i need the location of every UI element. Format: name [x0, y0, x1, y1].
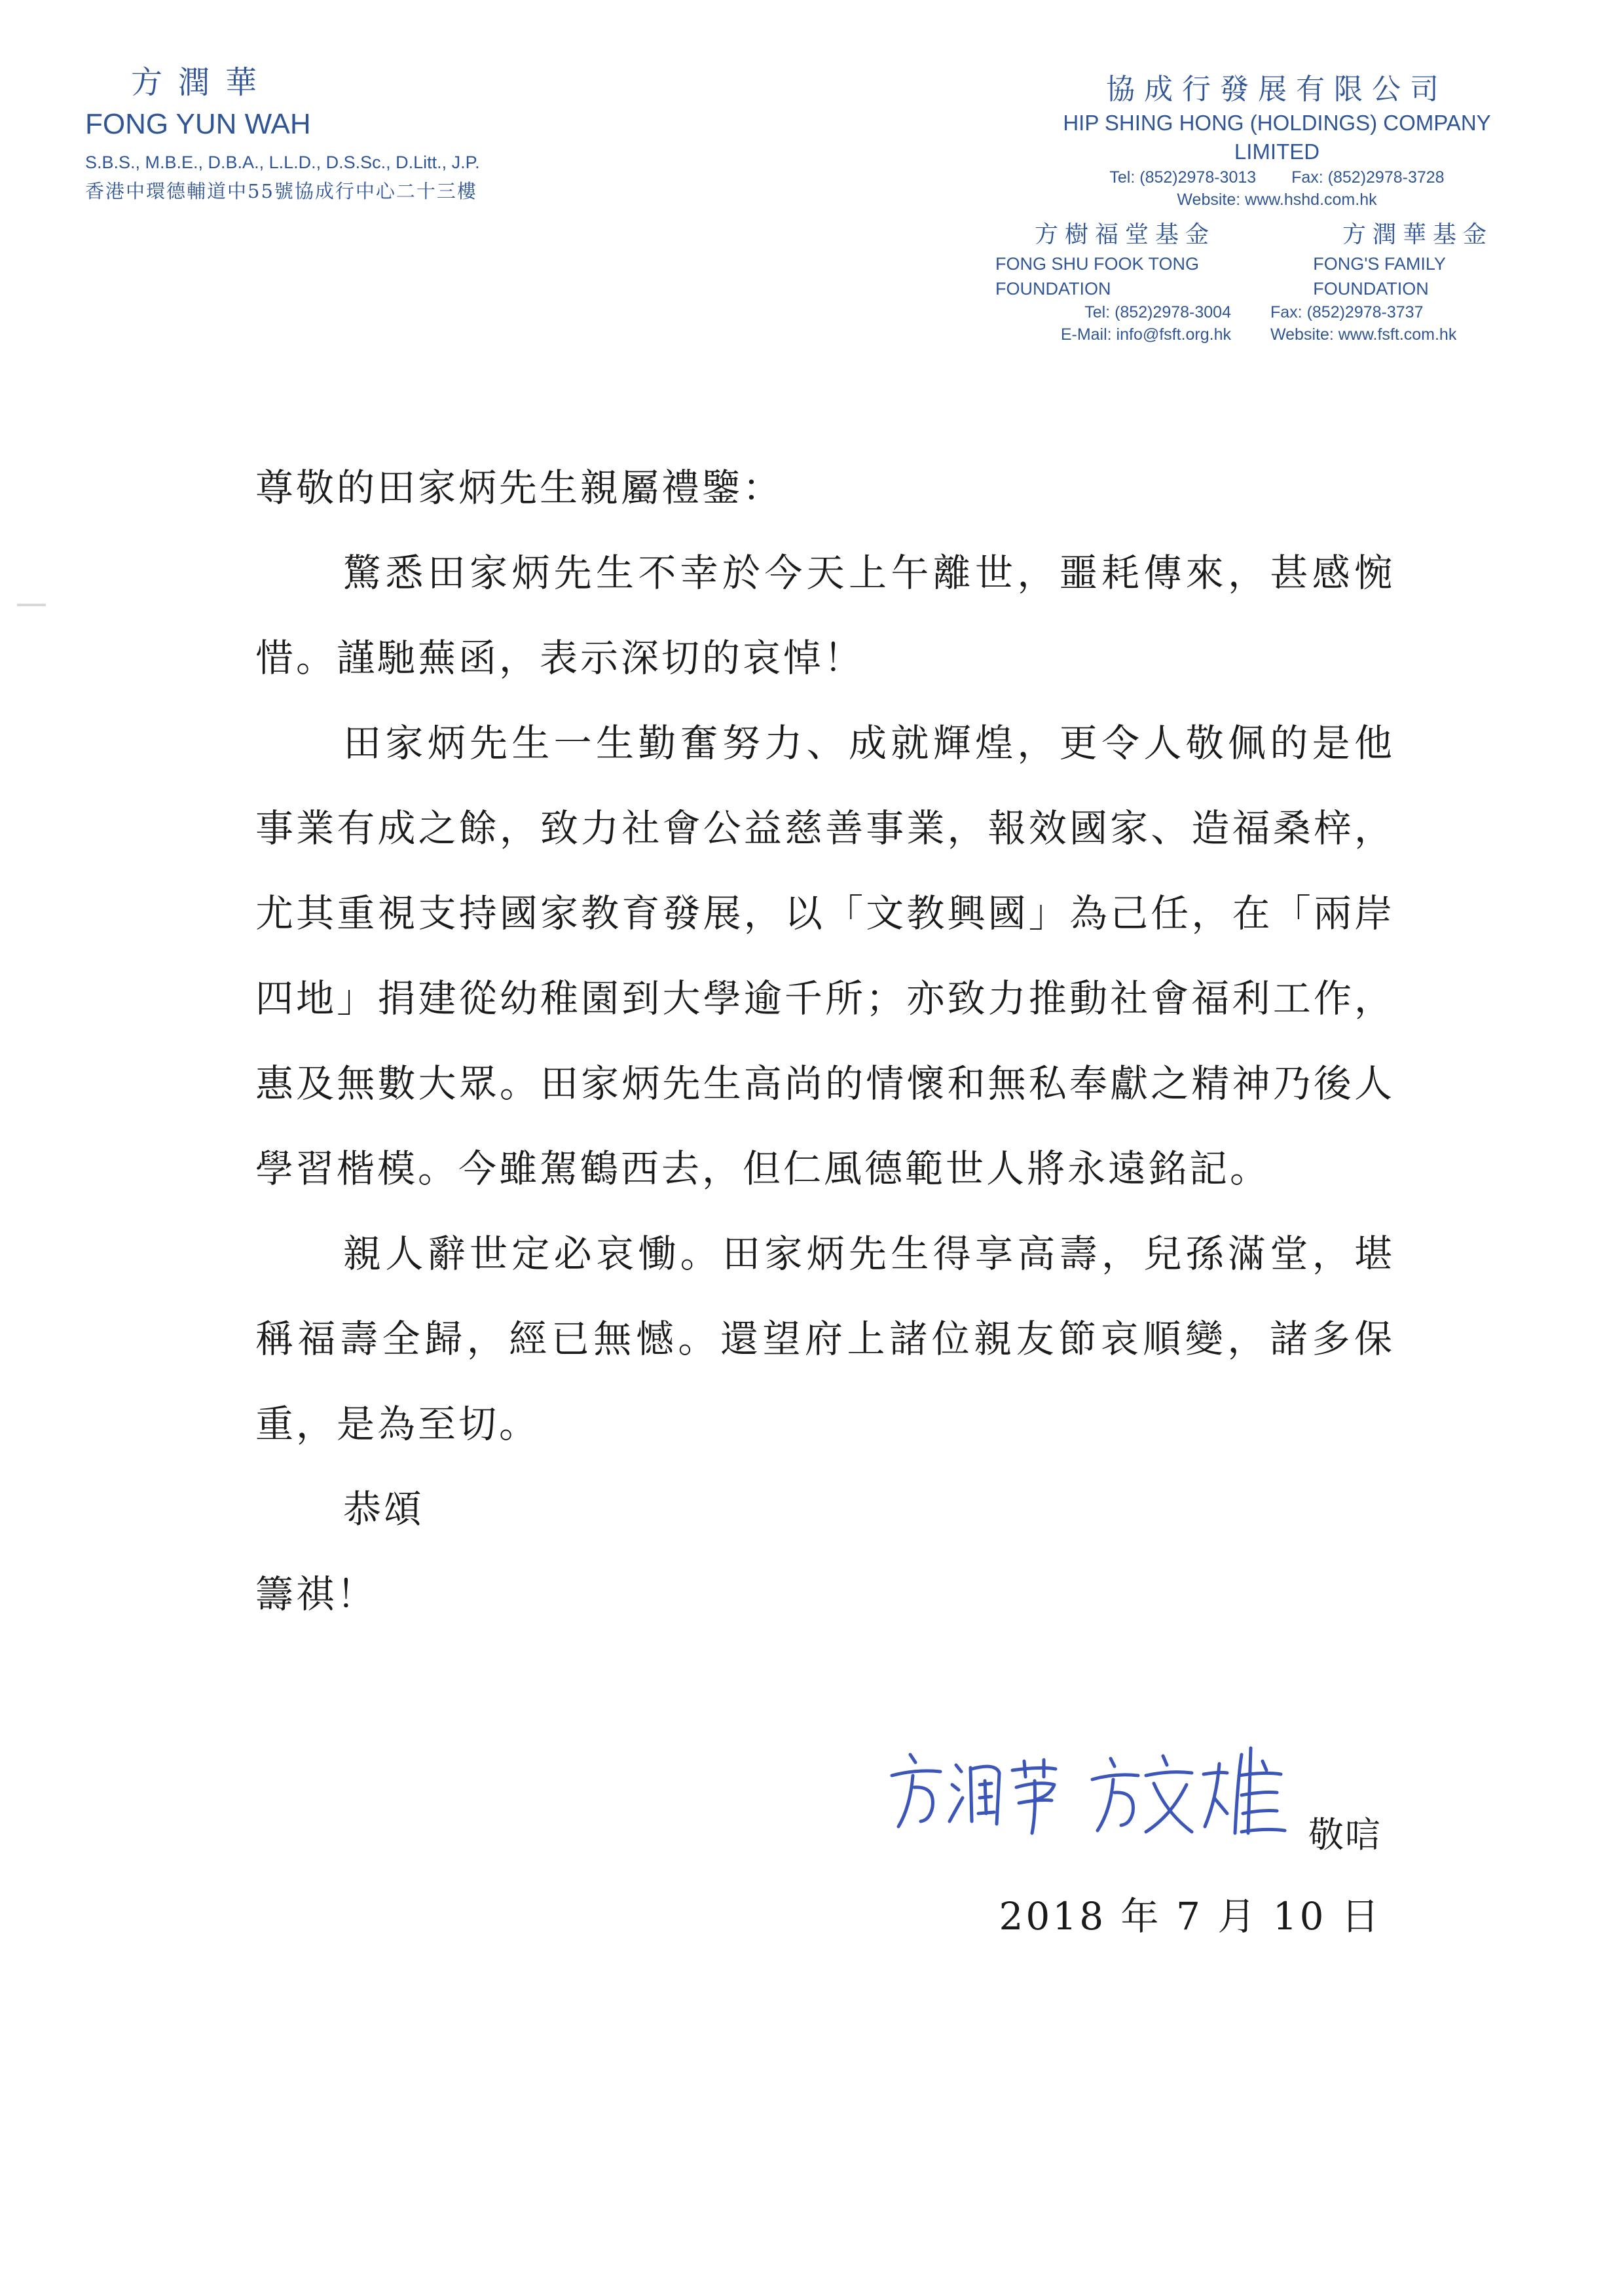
sender-name-en: FONG YUN WAH — [85, 108, 311, 140]
company-website: Website: www.hshd.com.hk — [1177, 191, 1377, 209]
foundation2-name-en: FONG'S FAMILY FOUNDATION — [1313, 254, 1446, 299]
closing-respects: 恭頌 — [343, 1487, 425, 1531]
paragraph-condolence: 驚悉田家炳先生不幸於今天上午離世，噩耗傳來，甚感惋惜。謹馳蕪函，表示深切的哀悼！ — [255, 551, 1395, 680]
foundations-en — [995, 251, 1559, 301]
foundation-website: Website: www.fsft.com.hk — [1270, 325, 1457, 344]
company-tel: Tel: (852)2978-3013 — [1109, 168, 1257, 187]
letterhead-right — [995, 71, 1559, 346]
paragraph-comfort: 親人辭世定必哀慟。田家炳先生得享高壽，兒孫滿堂，堪稱福壽全歸，經已無憾。還望府上諸位親友節哀順變，諸多保重，是為至切。 — [255, 1231, 1395, 1446]
margin-mark — [17, 604, 46, 606]
company-fax: Fax: (852)2978-3728 — [1291, 168, 1445, 187]
sender-titles: S.B.S., M.B.E., D.B.A., L.L.D., D.S.Sc., D.Litt., J.P. — [85, 153, 480, 172]
foundation1-name-cn: 方樹福堂基金 — [1035, 221, 1216, 248]
foundation-email: E-Mail: info@fsft.org.hk — [1060, 325, 1231, 344]
company-name-en: HIP SHING HONG (HOLDINGS) COMPANY LIMITED — [1063, 111, 1491, 164]
foundation-web-row — [1022, 323, 1559, 346]
sender-name-cn: 方潤華 — [131, 64, 273, 101]
foundation2-name-cn: 方潤華基金 — [1342, 221, 1494, 248]
salutation: 尊敬的田家炳先生親屬禮鑒： — [255, 465, 784, 510]
closing-wishes: 籌祺！ — [255, 1572, 378, 1616]
signoff: 敬唁 — [1308, 1814, 1382, 1855]
foundation-tel: Tel: (852)2978-3004 — [1084, 303, 1231, 321]
signature-block — [884, 1735, 1382, 1853]
company-contact — [1022, 166, 1532, 189]
company-name-cn: 協成行發展有限公司 — [1106, 73, 1448, 106]
letter-body — [255, 445, 1395, 1637]
letterhead-left — [85, 63, 480, 206]
paragraph-tribute: 田家炳先生一生勤奮努力、成就輝煌，更令人敬佩的是他事業有成之餘，致力社會公益慈善事業，報效國家、造福桑梓，尤其重視支持國家教育發展，以「文教興國」為己任，在「兩岸四地」捐建從幼稚園到大學逾千所；亦致力推動社會福利工作，惠及無數大眾。田家炳先生高尚的情懷和無私奉獻之精神乃後人學習楷模。今雖駕鶴西去，但仁風德範世人將永遠銘記。 — [255, 721, 1395, 1191]
foundation1-name-en: FONG SHU FOOK TONG FOUNDATION — [995, 254, 1200, 299]
foundation-fax: Fax: (852)2978-3737 — [1270, 303, 1424, 321]
sender-address: 香港中環德輔道中55號協成行中心二十三樓 — [85, 180, 477, 202]
foundations-cn — [1022, 219, 1559, 251]
foundation-phone-row — [1022, 301, 1559, 323]
letter-date: 2018 年 7 月 10 日 — [999, 1894, 1382, 1939]
handwritten-signature — [884, 1735, 1303, 1846]
